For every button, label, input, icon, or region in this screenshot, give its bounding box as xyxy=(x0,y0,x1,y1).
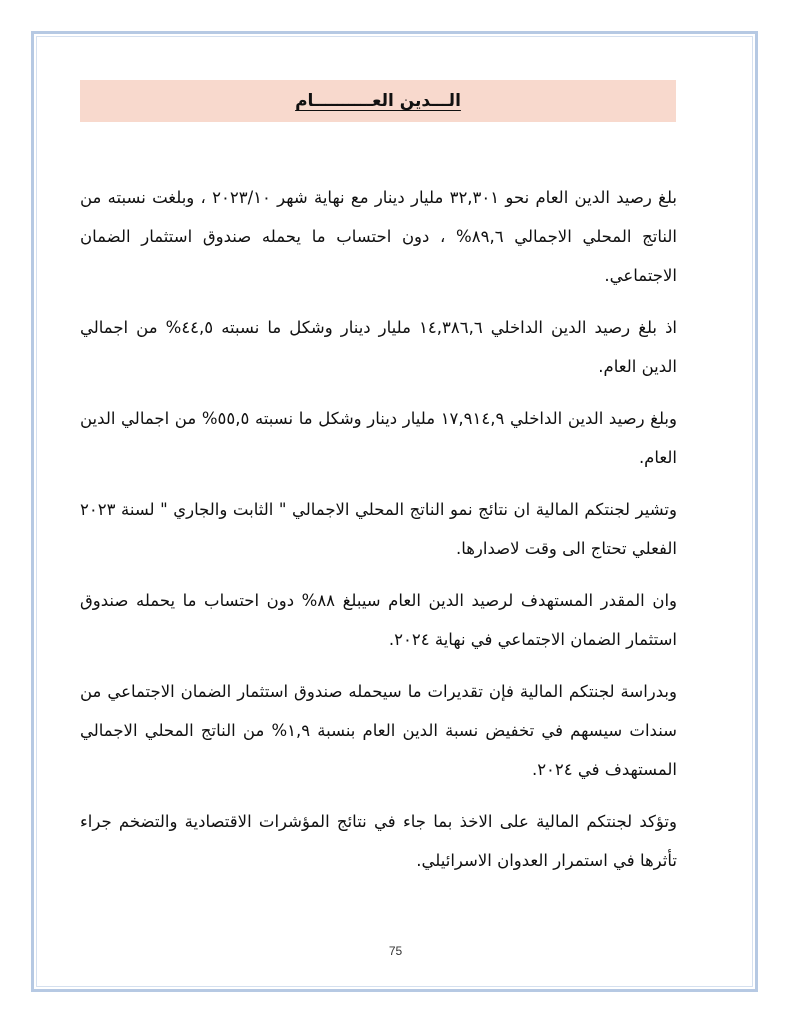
paragraph-social-security-fund: وبدراسة لجنتكم المالية فإن تقديرات ما سيحمله صندوق استثمار الضمان الاجتماعي من سندات سيسهم في تخفيض نسبة الدين العام بنسبة ١,٩% من الناتج المحلي الاجمالي المستهدف في ٢٠٢٤. xyxy=(80,682,677,779)
document-body xyxy=(80,178,677,893)
page-number: 75 xyxy=(388,944,403,958)
paragraph-economic-indicators: وتؤكد لجنتكم المالية على الاخذ بما جاء في نتائج المؤشرات الاقتصادية والتضخم جراء تأثرها في استمرار العدوان الاسرائيلي. xyxy=(80,812,677,870)
paragraph-target-debt: وان المقدر المستهدف لرصيد الدين العام سيبلغ ٨٨% دون احتساب ما يحمله صندوق استثمار الضمان الاجتماعي في نهاية ٢٠٢٤. xyxy=(80,591,677,649)
section-title: الـــدين العــــــــــام xyxy=(295,91,461,111)
paragraph-gdp-results: وتشير لجنتكم المالية ان نتائج نمو الناتج المحلي الاجمالي " الثابت والجاري " لسنة ٢٠٢٣ الفعلي تحتاج الى وقت لاصدارها. xyxy=(80,500,677,558)
paragraph-domestic-debt: اذ بلغ رصيد الدين الداخلي ١٤,٣٨٦,٦ مليار دينار وشكل ما نسبته ٤٤,٥% من اجمالي الدين العام. xyxy=(80,318,678,376)
paragraph-debt-share: وبلغ رصيد الدين الداخلي ١٧,٩١٤,٩ مليار دينار وشكل ما نسبته ٥٥,٥% من اجمالي الدين العام. xyxy=(80,409,677,467)
paragraph-public-debt-balance: بلغ رصيد الدين العام نحو ٣٢,٣٠١ مليار دينار مع نهاية شهر ٢٠٢٣/١٠ ، وبلغت نسبته من الناتج المحلي الاجمالي ٨٩,٦% ، دون احتساب ما يحمله صندوق استثمار الضمان الاجتماعي. xyxy=(80,188,677,285)
section-title-bar xyxy=(80,80,676,122)
